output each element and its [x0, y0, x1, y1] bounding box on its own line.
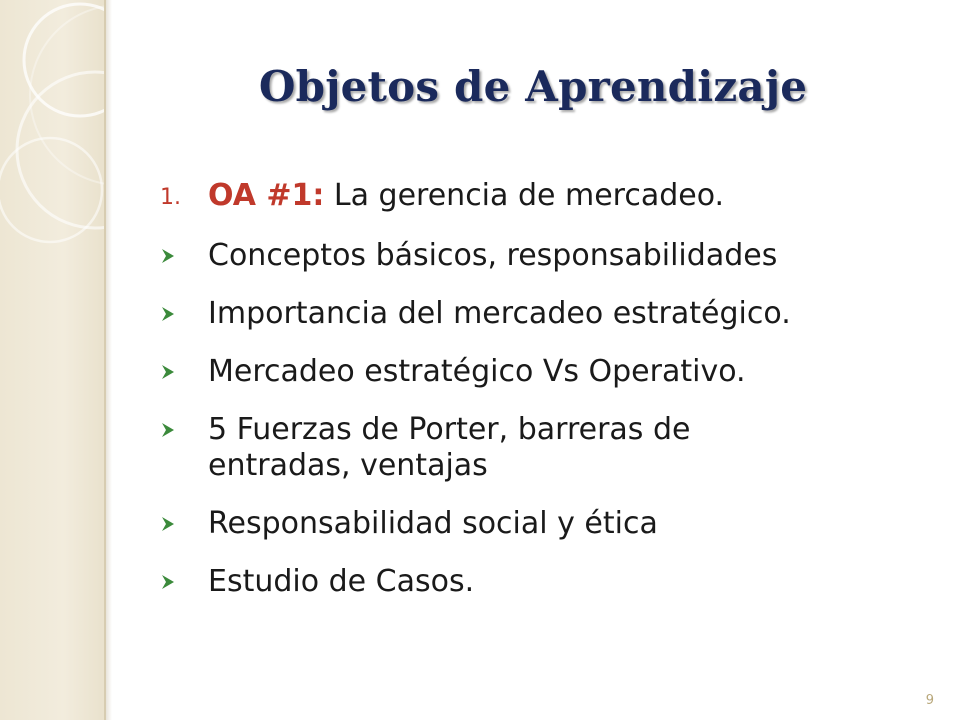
slide-title: Objetos de Aprendizaje — [258, 62, 808, 111]
list-item — [160, 412, 930, 484]
list-item — [160, 354, 930, 390]
arrow-bullet-icon — [160, 564, 208, 600]
list-item-text: Importancia del mercadeo estratégico. — [208, 296, 791, 331]
numbered-item — [160, 178, 930, 216]
list-item — [160, 238, 930, 274]
decorative-left-band — [0, 0, 106, 720]
arrow-bullet-icon — [160, 238, 208, 274]
list-item — [160, 296, 930, 332]
slide-content — [160, 178, 930, 600]
list-item-text: 5 Fuerzas de Porter, barreras de entradas, ventajas — [208, 412, 691, 483]
numbered-item-text-wrap — [208, 178, 724, 214]
list-item-text: Conceptos básicos, responsabilidades — [208, 238, 778, 273]
page-number: 9 — [925, 693, 934, 708]
arrow-bullet-icon — [160, 506, 208, 542]
numbered-item-text: La gerencia de mercadeo. — [324, 178, 725, 213]
list-number: 1. — [160, 185, 181, 210]
list-item — [160, 506, 930, 542]
arrow-bullet-icon — [160, 296, 208, 332]
list-item-text: Estudio de Casos. — [208, 564, 475, 599]
list-item — [160, 564, 930, 600]
arrow-bullet-icon — [160, 412, 208, 448]
oa-label: OA #1: — [208, 178, 325, 213]
list-item-text: Responsabilidad social y ética — [208, 506, 658, 541]
decorative-circles — [0, 0, 106, 720]
list-item-text: Mercadeo estratégico Vs Operativo. — [208, 354, 746, 389]
arrow-bullet-icon — [160, 354, 208, 390]
